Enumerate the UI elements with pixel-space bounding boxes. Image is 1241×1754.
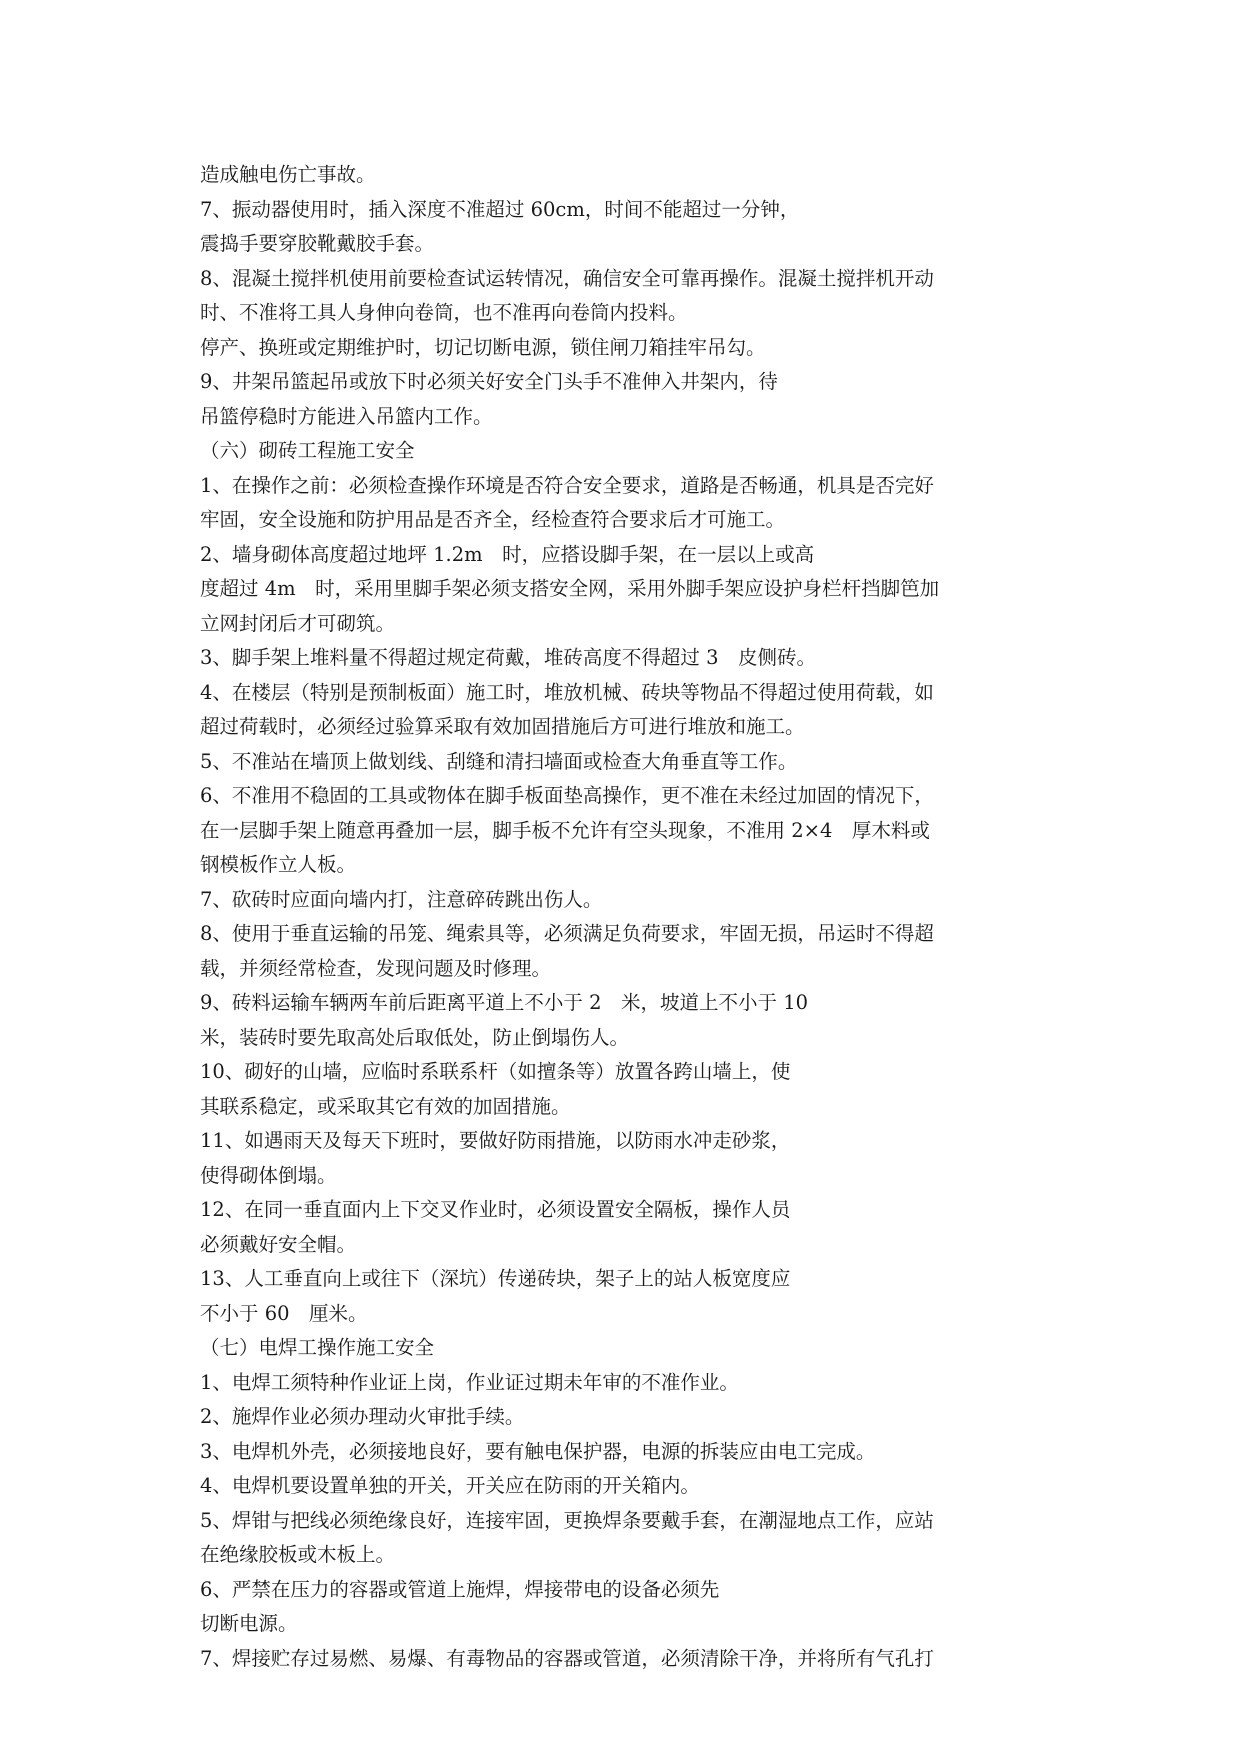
text-line: 4、电焊机要设置单独的开关，开关应在防雨的开关箱内。	[200, 1474, 700, 1497]
text-line: 10、砌好的山墙，应临时系联系杆（如擅条等）放置各跨山墙上，使	[200, 1060, 791, 1083]
text-line: 1、电焊工须特种作业证上岗，作业证过期未年审的不准作业。	[200, 1370, 739, 1394]
text-line: 3、电焊机外壳，必须接地良好，要有触电保护器，电源的拆装应由电工完成。	[200, 1439, 876, 1463]
text-line: 7、焊接贮存过易燃、易爆、有毒物品的容器或管道，必须清除干净，并将所有气孔打	[200, 1646, 934, 1670]
text-line: 必须戴好安全帽。	[200, 1232, 357, 1256]
text-line: 11、如遇雨天及每天下班时，要做好防雨措施，以防雨水冲走砂浆，	[200, 1129, 791, 1152]
text-line: 造成触电伤亡事故。	[200, 163, 376, 186]
text-line: （六）砌砖工程施工安全	[200, 439, 415, 462]
text-line: 8、使用于垂直运输的吊笼、绳索具等，必须满足负荷要求，牢固无损，吊运时不得超	[200, 922, 934, 945]
text-line: 6、严禁在压力的容器或管道上施焊，焊接带电的设备必须先	[200, 1577, 720, 1601]
text-line: 9、砖料运输车辆两车前后距离平道上不小于 2 米，坡道上不小于 10	[200, 991, 809, 1014]
text-line: 12、在同一垂直面内上下交叉作业时，必须设置安全隔板，操作人员	[200, 1198, 791, 1221]
text-line: 其联系稳定，或采取其它有效的加固措施。	[200, 1094, 571, 1118]
text-line: 立网封闭后才可砌筑。	[200, 611, 396, 635]
text-line: 震捣手要穿胶靴戴胶手套。	[200, 232, 435, 255]
text-line: 吊篮停稳时方能进入吊篮内工作。	[200, 404, 493, 428]
text-line: 13、人工垂直向上或往下（深坑）传递砖块，架子上的站人板宽度应	[200, 1267, 791, 1290]
text-line: 超过荷载时，必须经过验算采取有效加固措施后方可进行堆放和施工。	[200, 715, 805, 738]
text-line: 使得砌体倒塌。	[200, 1163, 337, 1187]
text-line: 6、不准用不稳固的工具或物体在脚手板面垫高操作，更不准在未经过加固的情况下，	[200, 784, 934, 807]
text-line: （七）电焊工操作施工安全	[200, 1336, 435, 1359]
text-line: 7、振动器使用时，插入深度不准超过 60cm，时间不能超过一分钟，	[200, 197, 800, 221]
text-line: 2、施焊作业必须办理动火审批手续。	[200, 1405, 525, 1428]
text-line: 时、不准将工具人身伸向卷筒，也不准再向卷筒内投料。	[200, 301, 688, 324]
text-line: 停产、换班或定期维护时，切记切断电源，锁住闸刀箱挂牢吊勾。	[200, 335, 766, 359]
text-line: 9、井架吊篮起吊或放下时必须关好安全门头手不准伸入井架内，待	[200, 370, 778, 393]
text-line: 5、不准站在墙顶上做划线、刮缝和清扫墙面或检查大角垂直等工作。	[200, 749, 798, 773]
text-line: 度超过 4m 时，采用里脚手架必须支搭安全网，采用外脚手架应设护身栏杆挡脚笆加	[200, 577, 940, 600]
text-line: 4、在楼层（特别是预制板面）施工时，堆放机械、砖块等物品不得超过使用荷载，如	[200, 680, 934, 704]
text-line: 牢固，安全设施和防护用品是否齐全，经检查符合要求后才可施工。	[200, 508, 786, 531]
text-line: 7、砍砖时应面向墙内打，注意碎砖跳出伤人。	[200, 887, 603, 911]
text-line: 3、脚手架上堆料量不得超过规定荷戴，堆砖高度不得超过 3 皮侧砖。	[200, 646, 817, 669]
text-line: 8、混凝土搅拌机使用前要检查试运转情况，确信安全可靠再操作。混凝土搅拌机开动	[200, 266, 934, 290]
document-body	[200, 158, 1040, 1676]
text-line: 钢模板作立人板。	[200, 853, 357, 876]
text-line: 载，并须经常检查，发现问题及时修理。	[200, 956, 552, 980]
text-line: 米，装砖时要先取高处后取低处，防止倒塌伤人。	[200, 1025, 630, 1049]
text-line: 切断电源。	[200, 1612, 298, 1635]
text-line: 在一层脚手架上随意再叠加一层，脚手板不允许有空头现象，不准用 2×4 厚木料或	[200, 818, 930, 842]
text-line: 1、在操作之前：必须检查操作环境是否符合安全要求，道路是否畅通，机具是否完好	[200, 473, 934, 497]
text-line: 不小于 60 厘米。	[200, 1301, 368, 1325]
text-line: 5、焊钳与把线必须绝缘良好，连接牢固，更换焊条要戴手套，在潮湿地点工作，应站	[200, 1508, 934, 1532]
text-line: 2、墙身砌体高度超过地坪 1.2m 时，应搭设脚手架，在一层以上或高	[200, 542, 815, 566]
text-line: 在绝缘胶板或木板上。	[200, 1543, 396, 1566]
